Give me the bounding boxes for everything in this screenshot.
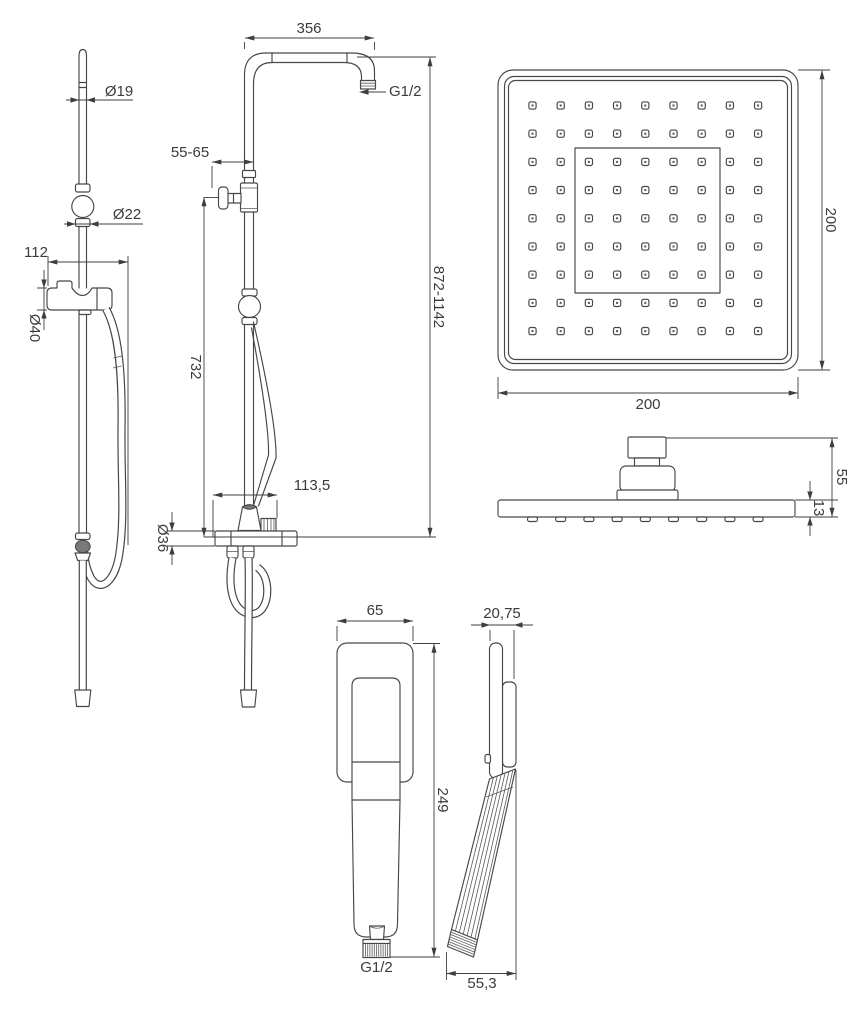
head-joint-body (620, 466, 675, 492)
mode-button (485, 755, 491, 764)
dim-label-arm-thread: G1/2 (389, 83, 422, 100)
dim-label-holder-diameter: Ø40 (26, 313, 43, 343)
nozzle-bumps (528, 517, 764, 522)
column-outer-edge (245, 53, 375, 513)
head-front-view (498, 70, 839, 413)
dim-label-total-height: 872-1142 (430, 265, 447, 329)
slider-ball (72, 196, 94, 218)
dim-label-lower-height: 732 (187, 354, 204, 380)
shower-column-view (154, 20, 447, 707)
head-joint-top (628, 437, 666, 458)
dim-label-hand-thread: G1/2 (360, 959, 393, 976)
diverter-body (215, 531, 297, 546)
head-joint-neck (635, 458, 660, 466)
wall-bracket-stem (228, 194, 241, 204)
dim-label-head-height: 200 (822, 207, 839, 233)
dim-label-plate-thickness: 13 (810, 499, 827, 517)
hose-end-cone (75, 690, 91, 707)
docked-handle-edge (254, 322, 277, 506)
nozzle-grid (529, 102, 762, 335)
head-side-view (498, 437, 850, 536)
wall-bracket-flange (219, 187, 229, 209)
dim-label-rail-bottom-diameter: Ø22 (112, 206, 142, 223)
column-holder-ball (239, 296, 261, 318)
hand-side-front-plate (490, 643, 503, 778)
dim-label-head-width: 200 (635, 396, 661, 413)
dim-label-hand-depth: 20,75 (483, 605, 521, 622)
slider-top-flange (76, 184, 91, 192)
slide-rail-view (24, 50, 143, 707)
dim-label-hand-width: 65 (366, 602, 384, 619)
hose-connector-ball (75, 540, 90, 552)
handshower-side-view (447, 605, 534, 992)
dim-label-hand-length: 249 (434, 787, 451, 813)
arm-thread (361, 81, 376, 90)
dim-label-arm-length: 356 (296, 20, 322, 37)
dim-label-rail-top-diameter: Ø19 (104, 83, 134, 100)
dim-label-holder-width: 112 (24, 244, 48, 261)
column-inner-edge (254, 63, 362, 514)
wall-bracket-collar (241, 183, 258, 212)
dim-label-wall-distance: 55-65 (170, 144, 210, 161)
dim-label-body-diameter: Ø36 (154, 523, 171, 553)
slider-bottom-flange (76, 219, 91, 227)
dim-label-outlet-offset: 113,5 (293, 477, 331, 494)
hand-side-handle (452, 769, 516, 940)
hand-face-and-handle (352, 678, 400, 937)
handshower-front-view (337, 602, 451, 976)
head-plate (498, 500, 795, 517)
head-outer-edge (498, 70, 798, 370)
dim-label-head-depth: 55 (833, 468, 850, 486)
hand-side-back-plate (503, 682, 517, 767)
hose-end-cone (241, 690, 257, 707)
dim-label-hand-bottom-width: 55,3 (467, 975, 497, 992)
